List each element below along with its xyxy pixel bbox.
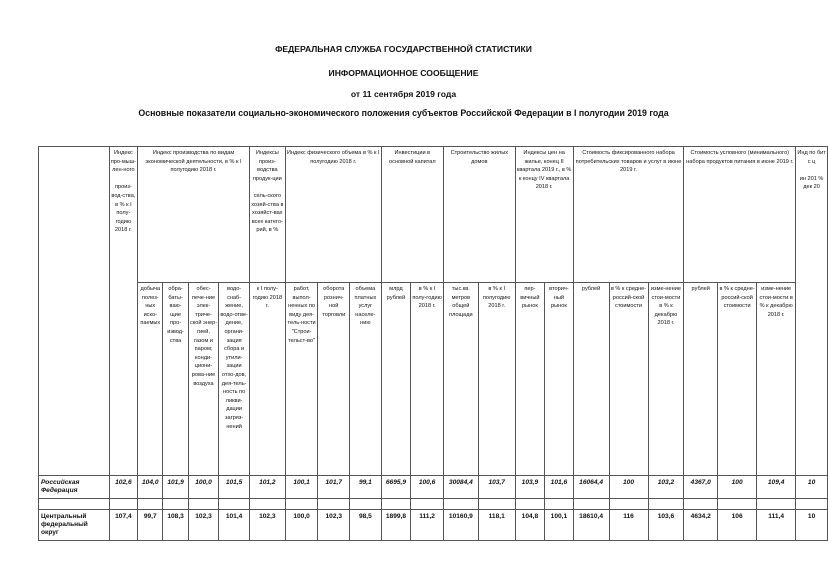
cell: 99,1 <box>350 476 382 499</box>
cell: 118,1 <box>478 510 515 541</box>
cell: 30084,4 <box>443 476 478 499</box>
header-min-basket: Стоимость условного (минимального) набора продуктов питания в июне 2019 г. <box>684 147 796 283</box>
cell: 116 <box>609 510 648 541</box>
cell: 106 <box>718 510 757 541</box>
cell: 10160,9 <box>443 510 478 541</box>
cell: 100,6 <box>411 476 444 499</box>
cell: 1899,8 <box>381 510 411 541</box>
cell: 16064,4 <box>573 476 609 499</box>
cell: 101,9 <box>163 476 188 499</box>
subheader-manufacturing: обра-баты-ваю-щие про-извод-ства <box>163 283 188 476</box>
header-cut-column: Инд по бит с ц ин 201 % дек 20 <box>796 147 828 476</box>
subheader-fixed-rub: рублей <box>573 283 609 476</box>
row-name: Центральный федеральный округ <box>39 510 110 541</box>
subheader-min-rub: рублей <box>684 283 718 476</box>
subheader-construction: работ, выпол-ненных по виду дея-тель-ности "Строи-тельст-во" <box>285 283 318 476</box>
subheader-fixed-avg: в % к средне-россий-ской стоимости <box>609 283 648 476</box>
subheader-min-change: изме-нение стои-мости в % к декабрю 2018 г. <box>757 283 796 476</box>
subheader-fixed-change: изме-нение стои-мости в % к декабрю 2018 г. <box>648 283 684 476</box>
table-row <box>39 476 828 499</box>
header-production-index: Индекс производства по видам экономической деятельности, в % к I полугодию 2018 г. <box>138 147 250 283</box>
cell: 109,4 <box>757 476 796 499</box>
table-row <box>39 510 828 541</box>
cell: 102,3 <box>318 510 350 541</box>
agency-name: ФЕДЕРАЛЬНАЯ СЛУЖБА ГОСУДАРСТВЕННОЙ СТАТИСТИКИ <box>275 44 532 54</box>
cell: 103,6 <box>648 510 684 541</box>
cell: 102,3 <box>188 510 219 541</box>
subheader-housing-pct: в % к I полугодию 2018 г. <box>478 283 515 476</box>
message-title: ИНФОРМАЦИОННОЕ СООБЩЕНИЕ <box>328 68 479 78</box>
subheader-energy: обес-пече-ние элек-триче-ской энер-гией, газом и паром; конди-циони-рова-ние воздуха <box>188 283 219 476</box>
region-header-cell <box>39 147 110 476</box>
cell: 103,2 <box>648 476 684 499</box>
cell: 100 <box>609 476 648 499</box>
subheader-paid-services: объема платных услуг населе-нию <box>350 283 382 476</box>
cell: 10 <box>796 476 828 499</box>
subheader-retail: оборота рознич-ной торговли <box>318 283 350 476</box>
header-agri-index: Индексы произ-водства продук-ции сель-ского хозяй-ства в хозяйст-вах всех катего-рий, в % <box>249 147 285 283</box>
cell: 100 <box>718 476 757 499</box>
page-title: Основные показатели социально-экономического положения субъектов Российской Федерации в I полугодии 2019 года <box>138 108 669 118</box>
header-industrial-index: Индекс про-мыш-лен-ного произ-вод-ства, в % к I полу-годию 2018 г. <box>109 147 137 476</box>
subheader-investment-rub: млрд рублей <box>381 283 411 476</box>
subheader-investment-pct: в % к I полу-годию 2018 г. <box>411 283 444 476</box>
cell: 101,5 <box>219 476 250 499</box>
cell: 100,0 <box>188 476 219 499</box>
header-investment: Инвестиции в основной капитал <box>381 147 443 283</box>
cell: 4367,0 <box>684 476 718 499</box>
statistics-table <box>38 146 826 571</box>
cell: 107,4 <box>109 510 137 541</box>
cell: 102,3 <box>249 510 285 541</box>
subheader-mining: добыча полез-ных иско-паемых <box>138 283 163 476</box>
header-housing-prices: Индексы цен на жилье, конец II квартала 2019 г., в % к концу IV квартала 2018 г. <box>515 147 573 283</box>
subheader-min-avg: в % к средне-россий-ской стоимости <box>718 283 757 476</box>
row-spacer <box>39 499 828 510</box>
cell: 18610,4 <box>573 510 609 541</box>
cell: 111,2 <box>411 510 444 541</box>
subheader-secondary-market: вторич-ный рынок <box>545 283 573 476</box>
cell: 98,5 <box>350 510 382 541</box>
cell: 101,4 <box>219 510 250 541</box>
header-housing: Строительство жилых домов <box>443 147 515 283</box>
cell: 103,9 <box>515 476 545 499</box>
cell: 111,4 <box>757 510 796 541</box>
cell: 101,2 <box>249 476 285 499</box>
subheader-primary-market: пер-вичный рынок <box>515 283 545 476</box>
cell: 6695,9 <box>381 476 411 499</box>
subheader-water: водо-снаб-жение, водо-отве-дение, органи-зация сбора и утили-зации отхо-дов, дея-тель-ность по ликви-дации загряз-нений <box>219 283 250 476</box>
cell: 101,7 <box>318 476 350 499</box>
cell: 101,6 <box>545 476 573 499</box>
cell: 104,8 <box>515 510 545 541</box>
row-name: Российская Федерация <box>39 476 110 499</box>
cell: 100,0 <box>285 510 318 541</box>
cell: 10 <box>796 510 828 541</box>
cell: 99,7 <box>138 510 163 541</box>
cell: 100,1 <box>285 476 318 499</box>
cell: 103,7 <box>478 476 515 499</box>
cell: 104,0 <box>138 476 163 499</box>
subheader-housing-area: тыс.кв. метров общей площади <box>443 283 478 476</box>
cell: 4634,2 <box>684 510 718 541</box>
message-date: от 11 сентября 2019 года <box>350 89 457 99</box>
cell: 100,1 <box>545 510 573 541</box>
subheader-agri-pct: к I полу-годию 2018 г. <box>249 283 285 476</box>
cell: 108,3 <box>163 510 188 541</box>
header-physical-volume: Индекс физического объема в % к I полугодию 2018 г. <box>285 147 381 283</box>
header-fixed-basket: Стоимость фиксированного набора потребительских товаров и услуг в июне 2019 г. <box>573 147 684 283</box>
cell: 102,6 <box>109 476 137 499</box>
